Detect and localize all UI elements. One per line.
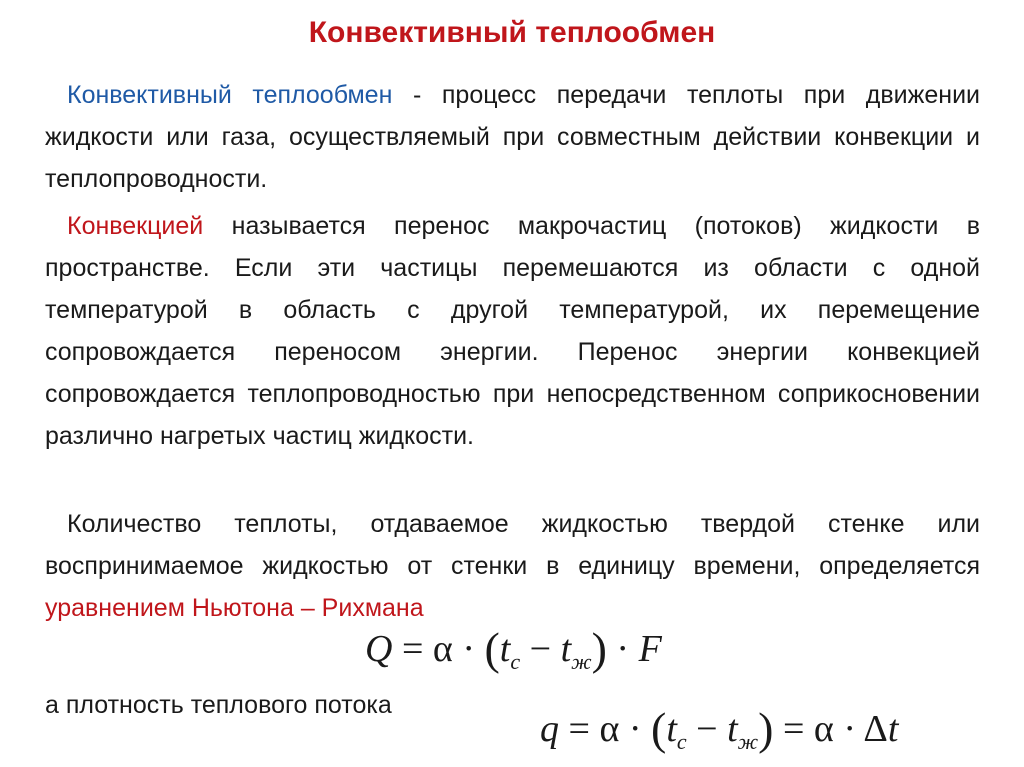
formula-symbol: Q	[365, 628, 393, 670]
formula-symbol: Δ	[863, 708, 888, 750]
formula-symbol: q	[540, 708, 559, 750]
formula-symbol: F	[638, 628, 662, 670]
formula-operator: =	[773, 708, 814, 750]
formula-operator: ·	[619, 708, 652, 750]
formula-symbol: t	[666, 708, 677, 750]
formula-operator: −	[686, 708, 728, 750]
formula-subscript: ж	[571, 649, 592, 674]
paragraph-definition-convection	[45, 205, 980, 457]
formula-operator: ·	[606, 628, 639, 670]
formula-operator: =	[392, 628, 433, 670]
paragraph-text: Количество теплоты, отдаваемое жидкостью твердой стенке или воспринимаемое жидкостью от стенки в единицу времени, определяется	[45, 510, 980, 580]
paragraph-text: называется перенос макрочастиц (потоков) жидкости в пространстве. Если эти частицы перемешаются из области с одной температурой в область с другой температурой, их перемещение сопровождается переносом энергии. Перенос энергии конвекцией сопровождается теплопроводностью при непосредственном соприкосновении различно нагретых частиц жидкости.	[45, 212, 980, 450]
newton-richmann-formula	[365, 622, 662, 675]
heat-flux-density-formula	[540, 702, 898, 755]
paragraph-definition-convective	[45, 74, 980, 200]
formula-operator: =	[559, 708, 600, 750]
formula-symbol: t	[560, 628, 572, 670]
formula-symbol: α	[432, 628, 453, 670]
term-convective-heat-exchange: Конвективный теплообмен	[67, 81, 393, 109]
formula-operator: −	[520, 628, 561, 670]
formula-operator: ·	[452, 628, 485, 670]
formula-symbol: α	[599, 708, 620, 750]
term-convection: Конвекцией	[67, 212, 204, 240]
formula-operator: ·	[833, 708, 864, 750]
term-newton-richmann-equation: уравнением Ньютона – Рихмана	[45, 594, 424, 622]
formula-subscript: с	[510, 649, 521, 674]
formula-paren: )	[758, 703, 774, 754]
heat-flux-density-label: а плотность теплового потока	[45, 691, 392, 719]
formula-subscript: с	[676, 729, 687, 754]
formula-symbol: t	[727, 708, 738, 750]
paragraph-heat-quantity	[45, 503, 980, 629]
formula-paren: (	[651, 703, 667, 754]
formula-symbol: t	[887, 708, 899, 750]
paragraph-text: - процесс передачи теплоты при движении жидкости или газа, осуществляемый при совместным действии конвекции и теплопроводности.	[45, 81, 980, 193]
formula-symbol: t	[499, 628, 511, 670]
formula-paren: )	[591, 623, 607, 674]
formula-paren: (	[484, 623, 500, 674]
formula-subscript: ж	[737, 729, 759, 754]
slide-title: Конвективный теплообмен	[308, 16, 716, 49]
formula-symbol: α	[813, 708, 834, 750]
